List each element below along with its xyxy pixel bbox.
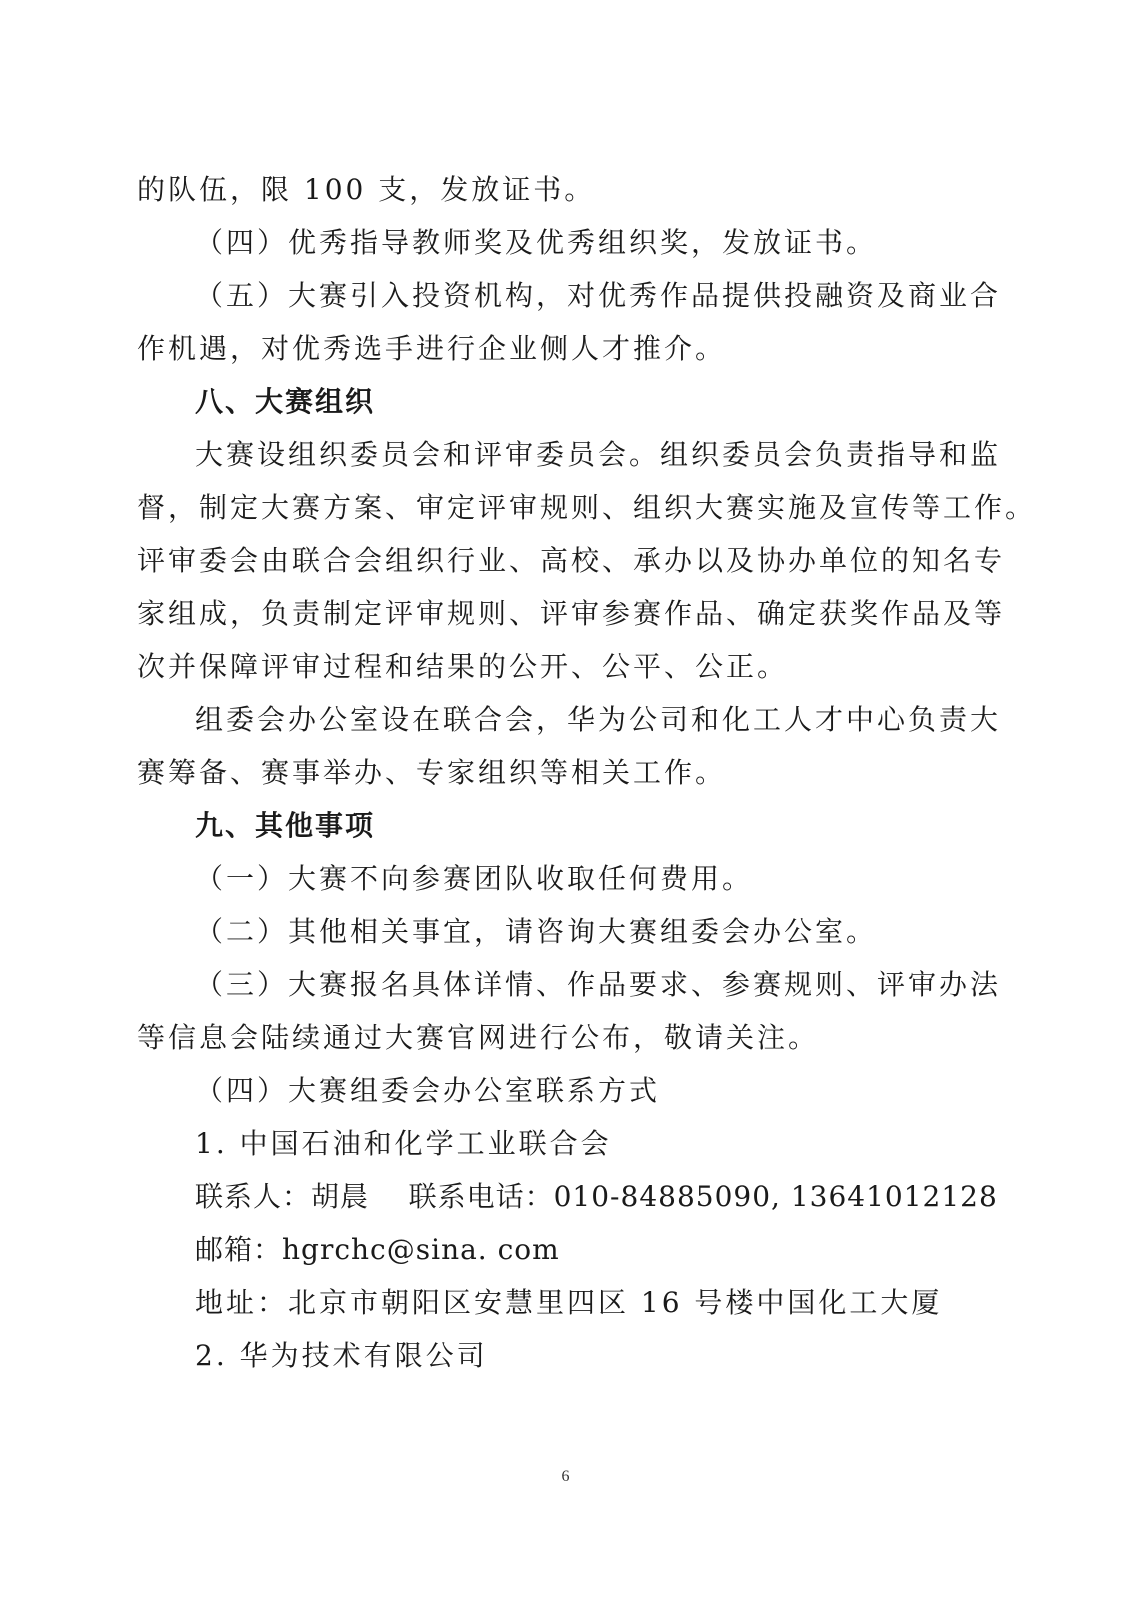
paragraph-line: 等信息会陆续通过大赛官网进行公布，敬请关注。 xyxy=(137,1021,820,1054)
contact-address: 地址：北京市朝阳区安慧里四区 16 号楼中国化工大厦 xyxy=(195,1286,943,1319)
other-item-3: （三）大赛报名具体详情、作品要求、参赛规则、评审办法 xyxy=(195,968,1002,1001)
paragraph-line: 作机遇，对优秀选手进行企业侧人才推介。 xyxy=(137,332,727,365)
contact-org-1: 1. 中国石油和化学工业联合会 xyxy=(195,1127,612,1160)
paragraph-line: 督，制定大赛方案、审定评审规则、组织大赛实施及宣传等工作。 xyxy=(137,491,1037,524)
paragraph-line: 评审委会由联合会组织行业、高校、承办以及协办单位的知名专 xyxy=(137,544,1006,577)
contact-email: 邮箱：hgrchc@sina. com xyxy=(195,1233,560,1266)
paragraph-line: 组委会办公室设在联合会，华为公司和化工人才中心负责大 xyxy=(195,703,1002,736)
paragraph-line: 次并保障评审过程和结果的公开、公平、公正。 xyxy=(137,650,789,683)
page-number: 6 xyxy=(561,1468,570,1485)
section-heading-9: 九、其他事项 xyxy=(195,809,376,842)
paragraph-line: 的队伍，限 100 支，发放证书。 xyxy=(137,173,596,206)
paragraph-line: 家组成，负责制定评审规则、评审参赛作品、确定获奖作品及等 xyxy=(137,597,1006,630)
contact-person-phone: 联系人：胡晨 联系电话：010-84885090, 13641012128 xyxy=(195,1180,998,1213)
other-item-4: （四）大赛组委会办公室联系方式 xyxy=(195,1074,661,1107)
paragraph-line: 赛筹备、赛事举办、专家组织等相关工作。 xyxy=(137,756,727,789)
contact-org-2: 2. 华为技术有限公司 xyxy=(195,1339,488,1372)
other-item-2: （二）其他相关事宜，请咨询大赛组委会办公室。 xyxy=(195,915,878,948)
other-item-1: （一）大赛不向参赛团队收取任何费用。 xyxy=(195,862,754,895)
award-item-4: （四）优秀指导教师奖及优秀组织奖，发放证书。 xyxy=(195,226,878,259)
award-item-5: （五）大赛引入投资机构，对优秀作品提供投融资及商业合 xyxy=(195,279,1002,312)
paragraph-line: 大赛设组织委员会和评审委员会。组织委员会负责指导和监 xyxy=(195,438,1002,471)
section-heading-8: 八、大赛组织 xyxy=(195,385,376,418)
